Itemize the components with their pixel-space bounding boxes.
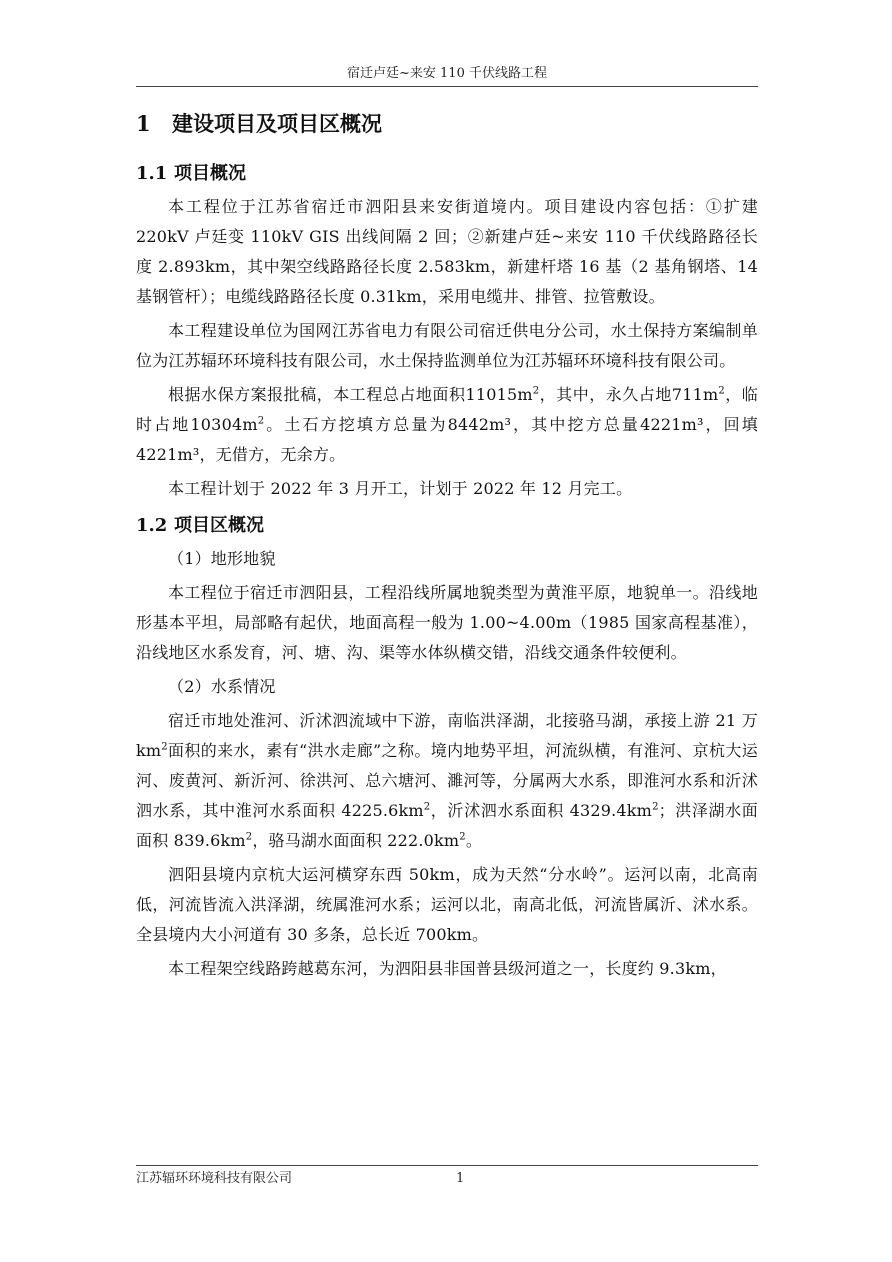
header-title: 宿迁卢廷~来安 110 千伏线路工程 [347,66,547,81]
section-heading-1-2 [136,508,758,544]
chapter-heading [136,104,758,144]
section-number: 1.1 [136,163,168,184]
item-terrain-label: （1）地形地貌 [168,549,276,568]
chapter-title: 建设项目及项目区概况 [172,111,382,136]
section-title: 项目概况 [174,163,246,184]
paragraph-canal: 泗阳县境内京杭大运河横穿东西 50km，成为天然“分水岭”。运河以南，北高南低，河流皆流入洪泽湖，统属淮河水系；运河以北，南高北低，河流皆属沂、沭水系。全县境内大小河道有 30 多条，总长近 700km。 [136,865,758,944]
item-water-label: （2）水系情况 [168,677,276,696]
paragraph-land-area: 根据水保方案报批稿，本工程总占地面积$11015m^2$，其中，永久占地$711m^2$，临时占地$10304m^2$。土石方挖填方总量为8442m³，其中挖方总量4221m³，回填4221m³，无借方，无余方。 [136,385,758,464]
paragraph-river-crossing: 本工程架空线路跨越葛东河，为泗阳县非国普县级河道之一，长度约 9.3km， [168,959,727,978]
page-number: 1 [456,1171,465,1186]
section-title: 项目区概况 [174,515,264,536]
chapter-number: 1 [136,111,151,136]
page-footer [136,1165,758,1192]
paragraph-schedule: 本工程计划于 2022 年 3 月开工，计划于 2022 年 12 月完工。 [168,479,633,498]
paragraph-overview: 本工程位于江苏省宿迁市泗阳县来安街道境内。项目建设内容包括：①扩建 220kV 卢廷变 110kV GIS 出线间隔 2 回；②新建卢廷~来安 110 千伏线路路径长度 2.893km，其中架空线路路径长度 2.583km，新建杆塔 16 基（2 基角钢塔、14 基钢管杆）；电缆线路路径长度 0.31km，采用电缆井、排管、拉管敷设。 [136,197,758,306]
page-content [136,104,758,984]
section-heading-1-1 [136,156,758,192]
paragraph-units: 本工程建设单位为国网江苏省电力有限公司宿迁供电分公司，水土保持方案编制单位为江苏辐环环境科技有限公司，水土保持监测单位为江苏辐环环境科技有限公司。 [136,321,758,370]
section-number: 1.2 [136,515,168,536]
paragraph-terrain: 本工程位于宿迁市泗阳县，工程沿线所属地貌类型为黄淮平原，地貌单一。沿线地形基本平坦，局部略有起伏，地面高程一般为 1.00~4.00m（1985 国家高程基准），沿线地区水系发育，河、塘、沟、渠等水体纵横交错，沿线交通条件较便利。 [136,583,758,662]
paragraph-water-system: 宿迁市地处淮河、沂沭泗流域中下游，南临洪泽湖，北接骆马湖，承接上游 21 万 $km^2$面积的来水，素有“洪水走廊”之称。境内地势平坦，河流纵横，有淮河、京杭大运河、废黄河、新沂河、徐洪河、总六塘河、濉河等，分属两大水系，即淮河水系和沂沭泗水系，其中淮河水系面积 $4225.6km^2$，沂沭泗水系面积 $4329.4km^2$；洪泽湖水面面积 $839.6km^2$，骆马湖水面面积 $222.0km^2$。 [136,711,759,850]
page-header [136,62,758,87]
footer-company: 江苏辐环环境科技有限公司 [136,1171,293,1186]
